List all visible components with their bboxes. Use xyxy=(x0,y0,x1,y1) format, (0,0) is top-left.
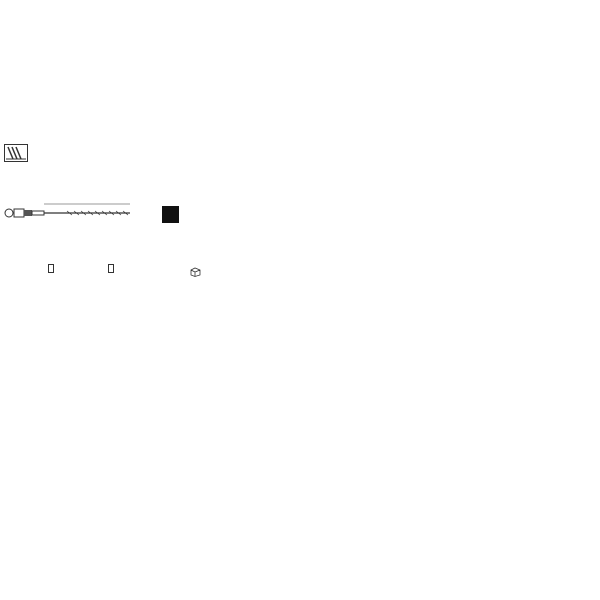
header-iso xyxy=(48,264,54,273)
header-ref xyxy=(108,264,114,273)
package-icon xyxy=(190,264,201,282)
file-illustrations xyxy=(205,135,595,245)
product-indicator-square xyxy=(162,206,179,223)
product-logo-icon xyxy=(4,144,28,162)
file-diagram xyxy=(2,196,162,236)
